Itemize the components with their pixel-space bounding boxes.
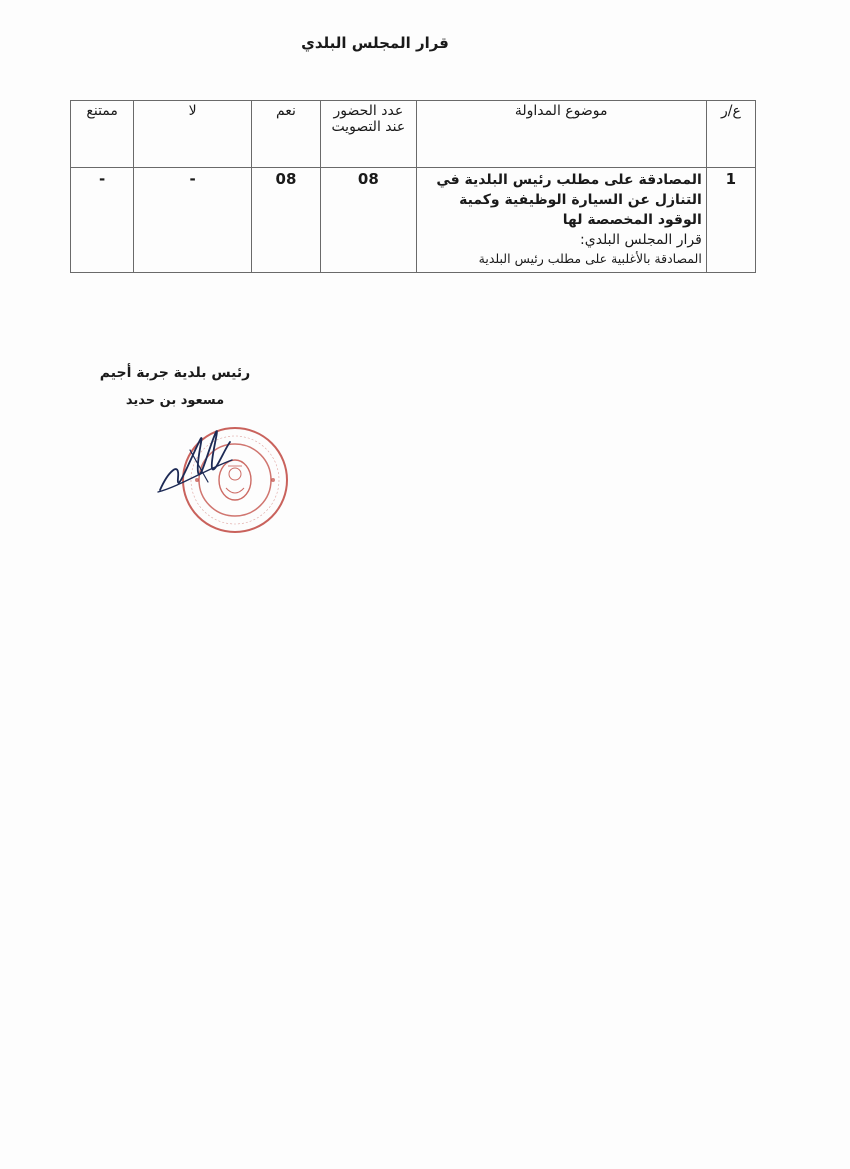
- row-number: 1: [706, 168, 755, 273]
- header-yes: نعم: [251, 101, 320, 168]
- official-stamp: [150, 420, 290, 535]
- header-subject: موضوع المداولة: [416, 101, 706, 168]
- table-header-row: [71, 101, 756, 168]
- signature-name: مسعود بن حديد: [125, 393, 225, 408]
- row-subject-cell: [416, 168, 706, 273]
- header-abstain: ممتنع: [71, 101, 134, 168]
- row-yes: 08: [251, 168, 320, 273]
- row-abstain: -: [71, 168, 134, 273]
- row-no: -: [134, 168, 252, 273]
- header-number: ع/ر: [706, 101, 755, 168]
- row-subject: المصادقة على مطلب رئيس البلدية في التنازل عن السيارة الوظيفية وكمية الوقود المخصصة لها: [436, 172, 702, 228]
- table-row: [71, 168, 756, 273]
- row-attendance: 08: [321, 168, 416, 273]
- signature-title: رئيس بلدية جربة أجيم: [99, 365, 251, 381]
- decision-label: قرار المجلس البلدي:: [580, 232, 702, 248]
- decision-text: المصادقة بالأغلبية على مطلب رئيس البلدية: [478, 251, 702, 266]
- document-title: قرار المجلس البلدي: [301, 34, 449, 52]
- header-no: لا: [134, 101, 252, 168]
- deliberation-table: [70, 100, 756, 273]
- signature-block: [95, 365, 255, 408]
- header-attendance: عدد الحضور عند التصويت: [321, 101, 416, 168]
- stamp-and-signature: [150, 420, 290, 535]
